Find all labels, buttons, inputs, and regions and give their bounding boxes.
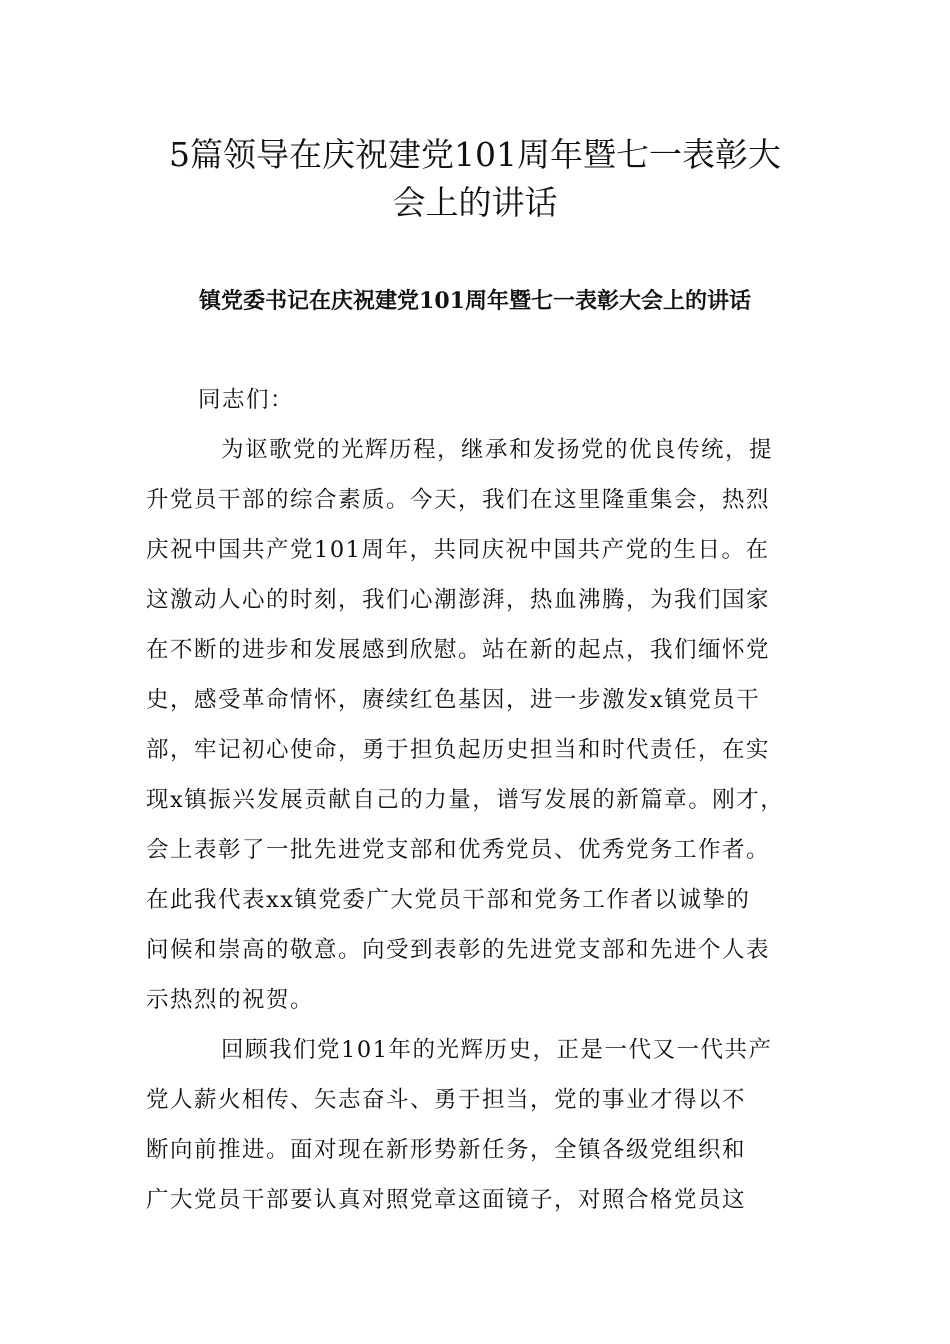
document-title-line-1: 5篇领导在庆祝建党101周年暨七一表彰大 [169,135,781,174]
greeting: 同志们： [198,387,295,413]
paragraph-line: 这激动人心的时刻，我们心潮澎湃，热血沸腾，为我们国家 [146,587,771,613]
paragraph-line: 示热烈的祝贺。 [146,987,315,1013]
paragraph-line: 问候和崇高的敬意。向受到表彰的先进党支部和先进个人表 [146,937,771,963]
paragraph-line: 党人薪火相传、矢志奋斗、勇于担当，党的事业才得以不 [146,1087,747,1113]
paragraph-line: 断向前推进。面对现在新形势新任务，全镇各级党组织和 [146,1137,747,1163]
speech-subtitle: 镇党委书记在庆祝建党101周年暨七一表彰大会上的讲话 [199,288,751,314]
paragraph-line: 庆祝中国共产党101周年，共同庆祝中国共产党的生日。在 [146,537,770,563]
paragraph-line: 回顾我们党101年的光辉历史，正是一代又一代共产 [221,1037,773,1063]
paragraph-line: 在不断的进步和发展感到欣慰。站在新的起点，我们缅怀党 [146,637,771,663]
document-title-line-2: 会上的讲话 [392,183,558,222]
paragraph-line: 现x镇振兴发展贡献自己的力量，谱写发展的新篇章。刚才， [146,787,785,813]
paragraph-line: 在此我代表xx镇党委广大党员干部和党务工作者以诚挚的 [146,887,751,913]
paragraph-line: 为讴歌党的光辉历程，继承和发扬党的优良传统，提 [221,437,774,463]
paragraph-line: 史，感受革命情怀，赓续红色基因，进一步激发x镇党员干 [146,687,761,713]
paragraph-line: 会上表彰了一批先进党支部和优秀党员、优秀党务工作者。 [146,837,771,863]
paragraph-line: 升党员干部的综合素质。今天，我们在这里隆重集会，热烈 [146,487,771,513]
paragraph-line: 广大党员干部要认真对照党章这面镜子，对照合格党员这 [146,1187,747,1213]
paragraph-line: 部，牢记初心使命，勇于担负起历史担当和时代责任，在实 [146,737,771,763]
